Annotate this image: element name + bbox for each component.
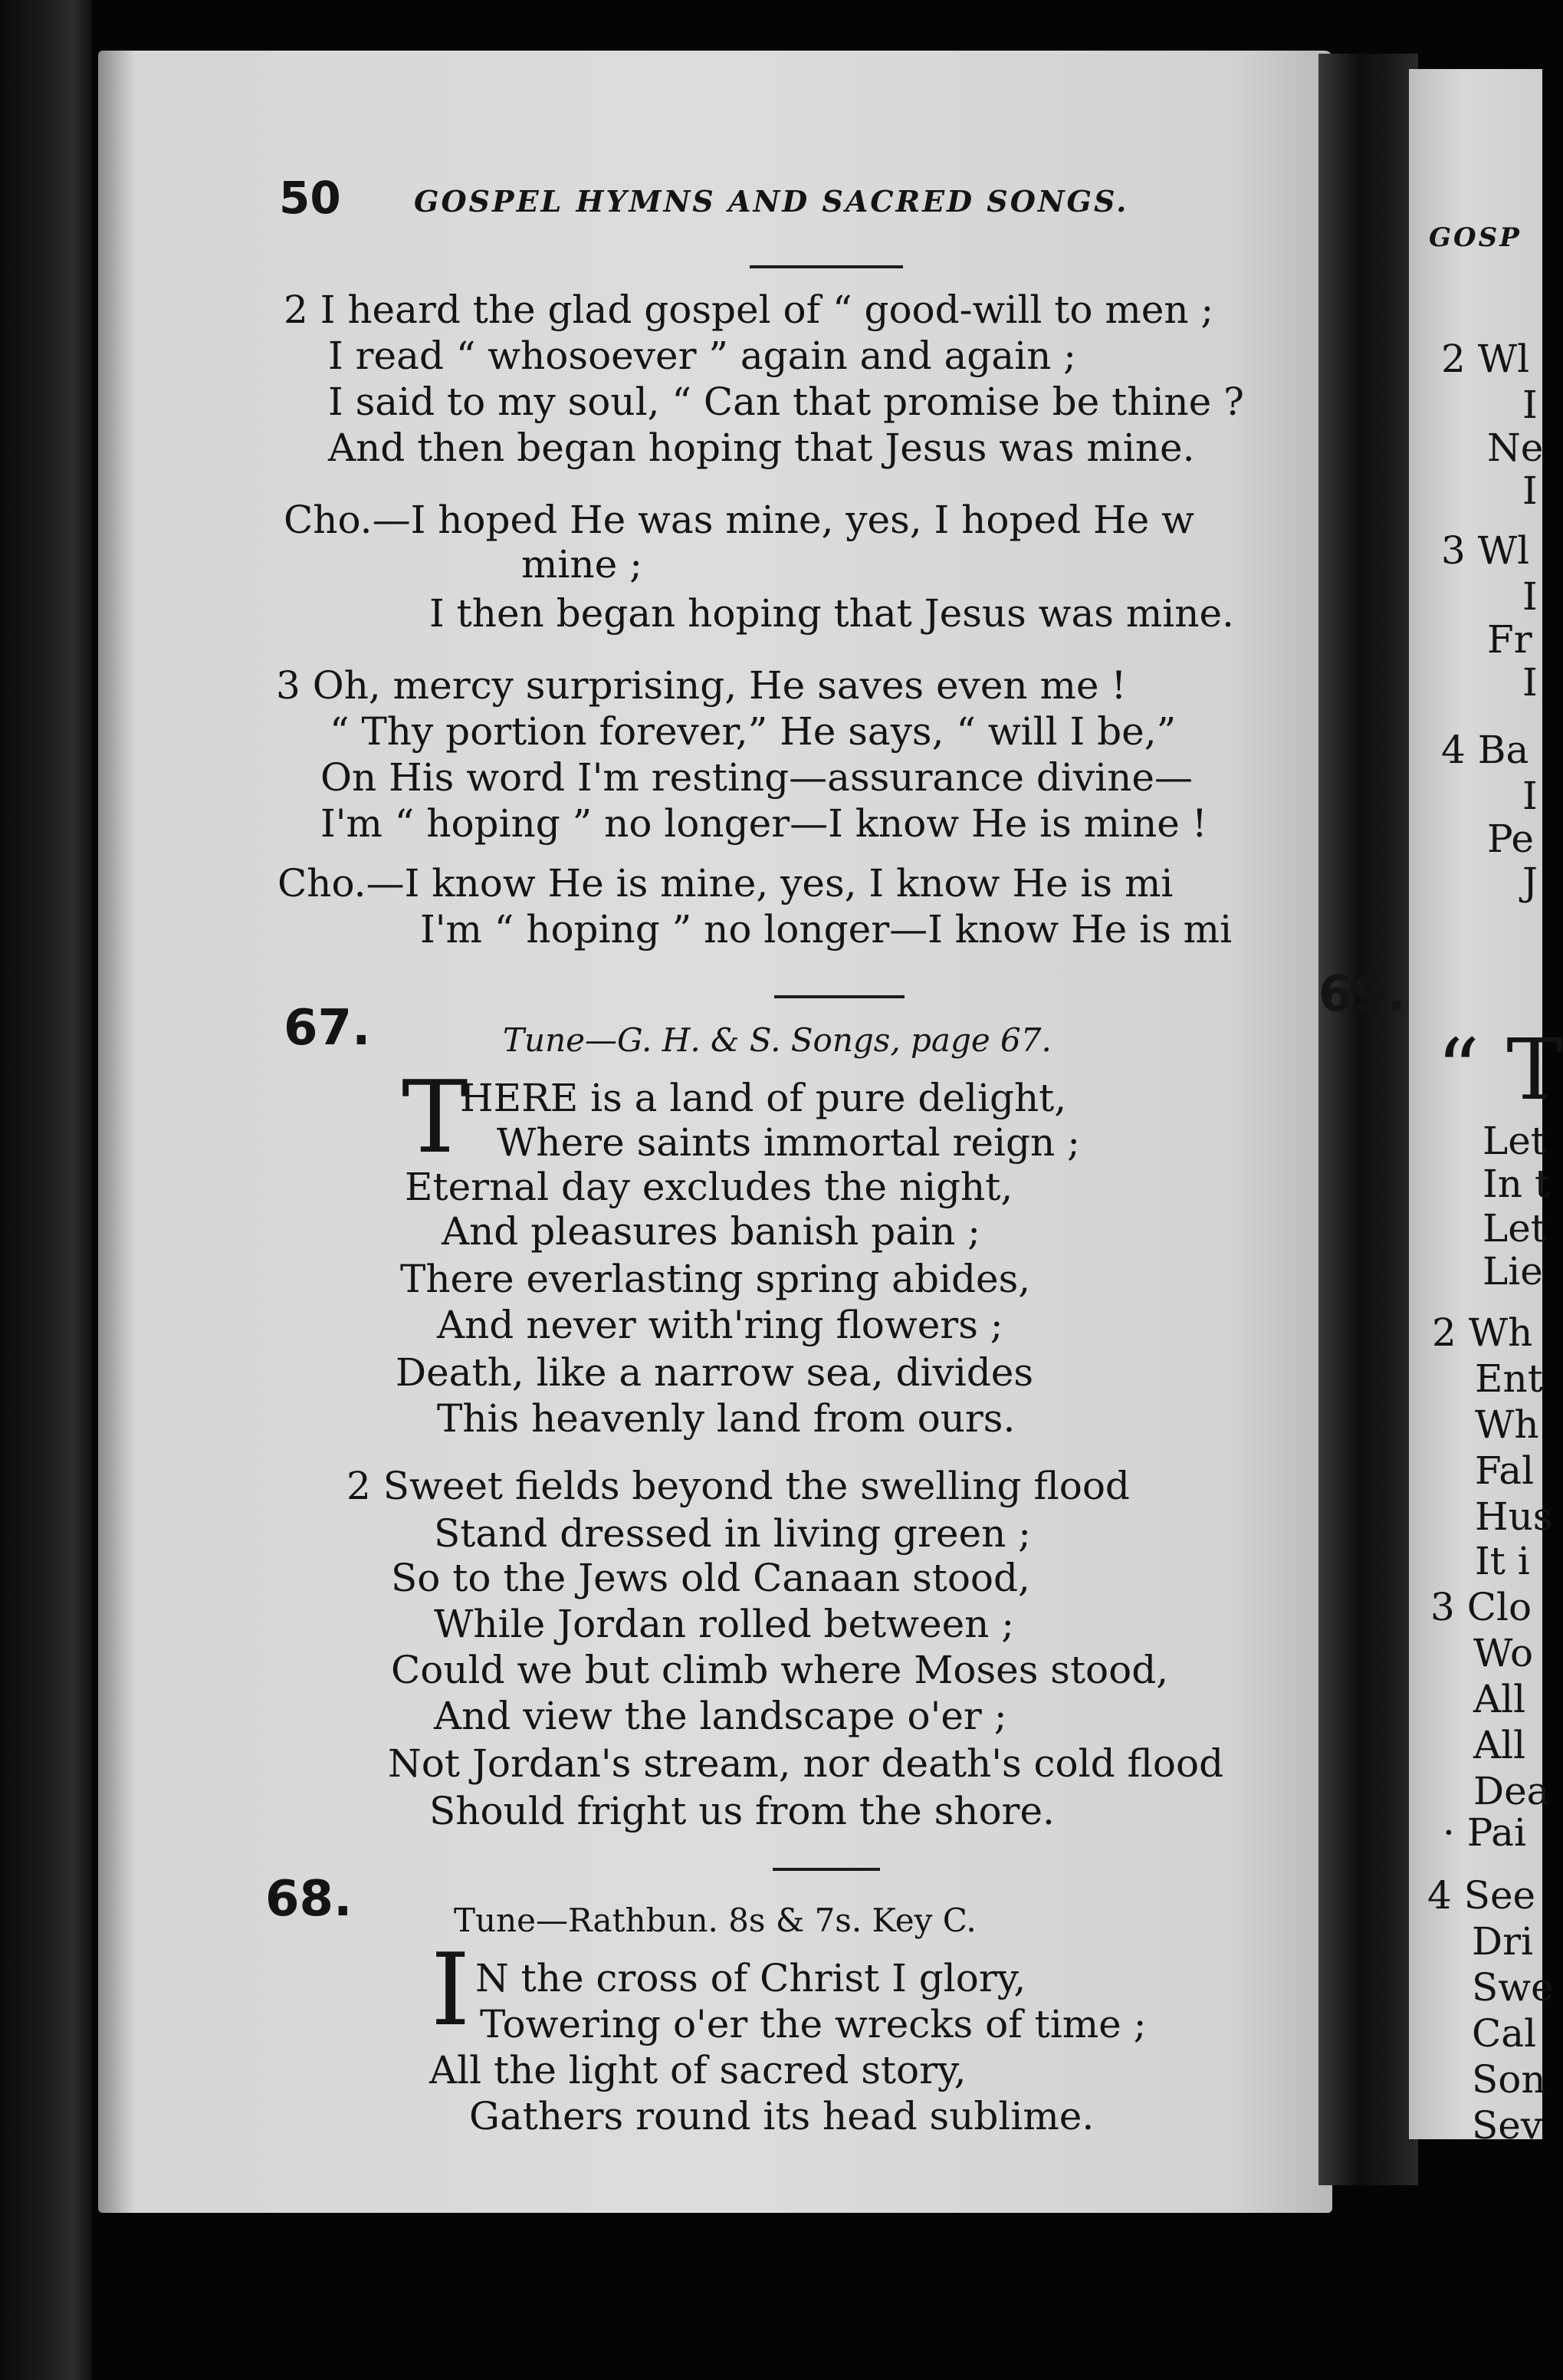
drop-cap: T: [402, 1059, 468, 1175]
verse-line: Where saints immortal reign ;: [497, 1120, 1080, 1165]
page-number: 50: [279, 172, 341, 224]
verse-fragment: I: [1522, 468, 1538, 513]
verse-fragment: J: [1522, 860, 1538, 904]
verse-fragment: Pe: [1487, 817, 1534, 861]
verse-fragment: 4 See: [1427, 1873, 1536, 1918]
verse-fragment: Lie: [1483, 1249, 1543, 1294]
verse-line: Could we but climb where Moses stood,: [391, 1648, 1169, 1692]
verse-fragment: 3 Clo: [1430, 1585, 1532, 1629]
verse-fragment: I: [1522, 774, 1538, 818]
page-gutter: [1318, 54, 1418, 2185]
verse-fragment: Hus: [1475, 1494, 1553, 1539]
verse-line: Gathers round its head sublime.: [469, 2094, 1095, 2138]
verse-line: And then began hoping that Jesus was mine.: [328, 426, 1195, 470]
verse-line: Death, like a narrow sea, divides: [396, 1350, 1033, 1395]
verse-fragment: 2 Wh: [1432, 1310, 1533, 1355]
running-head: GOSPEL HYMNS AND SACRED SONGS.: [414, 184, 1129, 219]
chorus-line: Cho.—I know He is mine, yes, I know He is mi: [277, 861, 1174, 906]
tune-line: Tune—G. H. & S. Songs, page 67.: [503, 1021, 1052, 1059]
tune-line: Tune—Rathbun. 8s & 7s. Key C.: [454, 1902, 977, 1939]
verse-line: And never with'ring flowers ;: [437, 1303, 1003, 1347]
verse-fragment: I: [1522, 660, 1538, 705]
verse-fragment: 4 Ba: [1441, 728, 1529, 772]
verse-line: Not Jordan's stream, nor death's cold flood: [388, 1741, 1224, 1786]
section-divider: [750, 265, 903, 268]
verse-line: And view the landscape o'er ;: [434, 1694, 1007, 1738]
section-divider: [774, 995, 905, 998]
verse-fragment: It i: [1475, 1539, 1530, 1583]
verse-line: 2 I heard the glad gospel of “ good-will to men ;: [284, 288, 1214, 332]
chorus-line: mine ;: [521, 542, 642, 587]
verse-fragment: Wo: [1473, 1631, 1534, 1675]
verse-line: On His word I'm resting—assurance divine—: [320, 755, 1193, 800]
verse-line: Stand dressed in living green ;: [434, 1511, 1032, 1556]
verse-fragment: Ne: [1487, 426, 1544, 470]
verse-fragment: In t: [1483, 1162, 1550, 1206]
running-head: GOSP: [1429, 222, 1522, 253]
verse-fragment: Swe: [1472, 1965, 1554, 2010]
verse-fragment: I: [1522, 574, 1538, 619]
book-spine-edge: [0, 0, 92, 2380]
verse-line: This heavenly land from ours.: [437, 1396, 1016, 1441]
verse-fragment: Let: [1483, 1206, 1546, 1251]
verse-line: Towering o'er the wrecks of time ;: [480, 2002, 1147, 2046]
verse-fragment: All: [1473, 1723, 1526, 1767]
hymn-number: 68.: [265, 1871, 353, 1928]
verse-line: So to the Jews old Canaan stood,: [391, 1556, 1030, 1600]
verse-fragment: Dri: [1472, 1919, 1533, 1964]
drop-cap: “ T: [1437, 1021, 1563, 1119]
verse-fragment: Let: [1483, 1119, 1546, 1163]
verse-fragment: Fal: [1475, 1448, 1535, 1493]
verse-fragment: I: [1522, 383, 1538, 427]
verse-line: “ Thy portion forever,” He says, “ will I be,”: [330, 709, 1177, 754]
verse-fragment: Ent: [1475, 1356, 1543, 1401]
chorus-line: I'm “ hoping ” no longer—I know He is mi: [420, 907, 1233, 952]
section-divider: [773, 1868, 880, 1871]
verse-fragment: All: [1473, 1677, 1526, 1721]
verse-fragment: 3 Wl: [1441, 528, 1530, 573]
verse-fragment: Dea: [1473, 1769, 1550, 1813]
verse-fragment: · Pai: [1443, 1810, 1526, 1855]
verse-fragment: Son: [1472, 2057, 1546, 2102]
verse-fragment: 2 Wl: [1441, 337, 1530, 381]
right-page: [1318, 69, 1563, 2148]
verse-line: There everlasting spring abides,: [400, 1257, 1031, 1301]
verse-line: I read “ whosoever ” again and again ;: [328, 334, 1077, 378]
verse-fragment: Wh: [1475, 1402, 1539, 1447]
verse-line: 2 Sweet fields beyond the swelling flood: [346, 1464, 1130, 1508]
verse-line: And pleasures banish pain ;: [442, 1209, 981, 1254]
verse-fragment: Sev: [1472, 2103, 1543, 2148]
chorus-line: Cho.—I hoped He was mine, yes, I hoped He w: [284, 498, 1194, 542]
verse-line: Should fright us from the shore.: [429, 1789, 1055, 1833]
verse-line: 3 Oh, mercy surprising, He saves even me !: [276, 663, 1127, 708]
drop-cap: I: [431, 1931, 471, 2048]
hymn-number: 69.: [1318, 966, 1406, 1023]
verse-line: All the light of sacred story,: [429, 2048, 967, 2092]
verse-line: N the cross of Christ I glory,: [475, 1956, 1026, 2000]
verse-line: I said to my soul, “ Can that promise be thine ?: [328, 380, 1244, 424]
chorus-line: I then began hoping that Jesus was mine.: [429, 591, 1234, 636]
verse-fragment: Cal: [1472, 2011, 1537, 2056]
verse-line: HERE is a land of pure delight,: [460, 1076, 1067, 1120]
verse-line: While Jordan rolled between ;: [434, 1602, 1015, 1646]
hymn-number: 67.: [284, 1000, 371, 1057]
verse-line: Eternal day excludes the night,: [405, 1165, 1013, 1209]
verse-fragment: Fr: [1487, 617, 1532, 662]
verse-line: I'm “ hoping ” no longer—I know He is mine !: [320, 801, 1207, 846]
